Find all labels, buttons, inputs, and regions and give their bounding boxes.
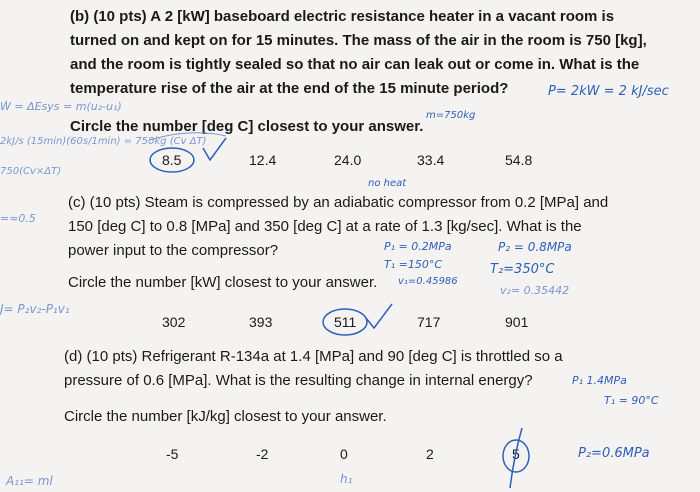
part-b-option-2[interactable]: 12.4	[249, 152, 277, 168]
hw-c-p1: P₁ = 0.2MPa	[384, 240, 452, 253]
part-d-option-3[interactable]: 0	[340, 446, 348, 462]
part-b-option-4[interactable]: 33.4	[417, 152, 445, 168]
part-d-instruction: Circle the number [kJ/kg] closest to your answer.	[64, 408, 387, 425]
hw-c-t1: T₁ =150°C	[384, 258, 443, 271]
hw-c-work: J= P₂v₂-P₁v₁	[0, 302, 70, 316]
hw-c-v1: v₁=0.45986	[398, 276, 458, 287]
part-c-option-5[interactable]: 901	[505, 314, 529, 330]
hw-d-t1: T₁ = 90°C	[604, 394, 659, 407]
part-b-line-3: and the room is tightly sealed so that no air can leak out or come in. What is the	[70, 56, 640, 73]
part-c-option-1[interactable]: 302	[162, 314, 186, 330]
part-d-option-5[interactable]: 5	[512, 446, 520, 462]
part-d-line-1: (d) (10 pts) Refrigerant R-134a at 1.4 [MPa] and 90 [deg C] is throttled so a	[64, 348, 563, 365]
part-b-option-5[interactable]: 54.8	[505, 152, 533, 168]
part-d-option-2[interactable]: -2	[256, 446, 269, 462]
part-b-line-2: turned on and kept on for 15 minutes. The mass of the air in the room is 750 [kg],	[70, 32, 647, 49]
hw-b-calc-2: 750(Cv×ΔT)	[0, 166, 62, 177]
hw-bottom-left: A₁₁= ml	[6, 474, 53, 488]
hw-c-noheat: no heat	[368, 178, 407, 189]
hw-b-calc-1: 2kJ/s (15min)(60s/1min) = 750kg (Cv ΔT)	[0, 136, 207, 147]
part-d-option-1[interactable]: -5	[166, 446, 179, 462]
part-c-line-1: (c) (10 pts) Steam is compressed by an adiabatic compressor from 0.2 [MPa] and	[68, 194, 609, 211]
hw-b-mass: m=750kg	[426, 110, 476, 121]
checkmark-c	[366, 304, 392, 328]
part-c-line-2: 150 [deg C] to 0.8 [MPa] and 350 [deg C] at a rate of 1.3 [kg/sec]. What is the	[68, 218, 582, 235]
part-b-line-1: (b) (10 pts) A 2 [kW] baseboard electric resistance heater in a vacant room is	[70, 8, 615, 25]
hw-b-energy: Ẇ = ΔEsys = m(u₂-u₁)	[0, 100, 122, 113]
part-b-option-3[interactable]: 24.0	[334, 152, 362, 168]
hw-c-t2: T₂=350°C	[490, 262, 555, 277]
part-b-option-1[interactable]: 8.5	[162, 152, 182, 168]
hw-b-power: P= 2kW = 2 kJ/sec	[548, 84, 669, 99]
part-b-line-4: temperature rise of the air at the end of the 15 minute period?	[70, 80, 509, 97]
hw-d-p1: P₁ 1.4MPa	[572, 374, 627, 387]
part-c-instruction: Circle the number [kW] closest to your answer.	[68, 274, 378, 291]
part-c-option-4[interactable]: 717	[417, 314, 441, 330]
part-c-option-3[interactable]: 511	[334, 314, 357, 330]
hw-c-v2: v₂= 0.35442	[500, 284, 570, 297]
part-d-option-4[interactable]: 2	[426, 446, 434, 462]
part-c-line-3: power input to the compressor?	[68, 242, 279, 259]
hw-d-h1: h₁	[340, 472, 353, 486]
hw-d-p2: P₂=0.6MPa	[578, 446, 650, 461]
part-d-line-2: pressure of 0.6 [MPa]. What is the resulting change in internal energy?	[64, 372, 533, 389]
hw-c-margin: =≈0.5	[0, 212, 36, 225]
part-c-option-2[interactable]: 393	[249, 314, 273, 330]
part-b-instruction: Circle the number [deg C] closest to your answer.	[70, 118, 424, 135]
hw-c-p2: P₂ = 0.8MPa	[498, 240, 572, 254]
